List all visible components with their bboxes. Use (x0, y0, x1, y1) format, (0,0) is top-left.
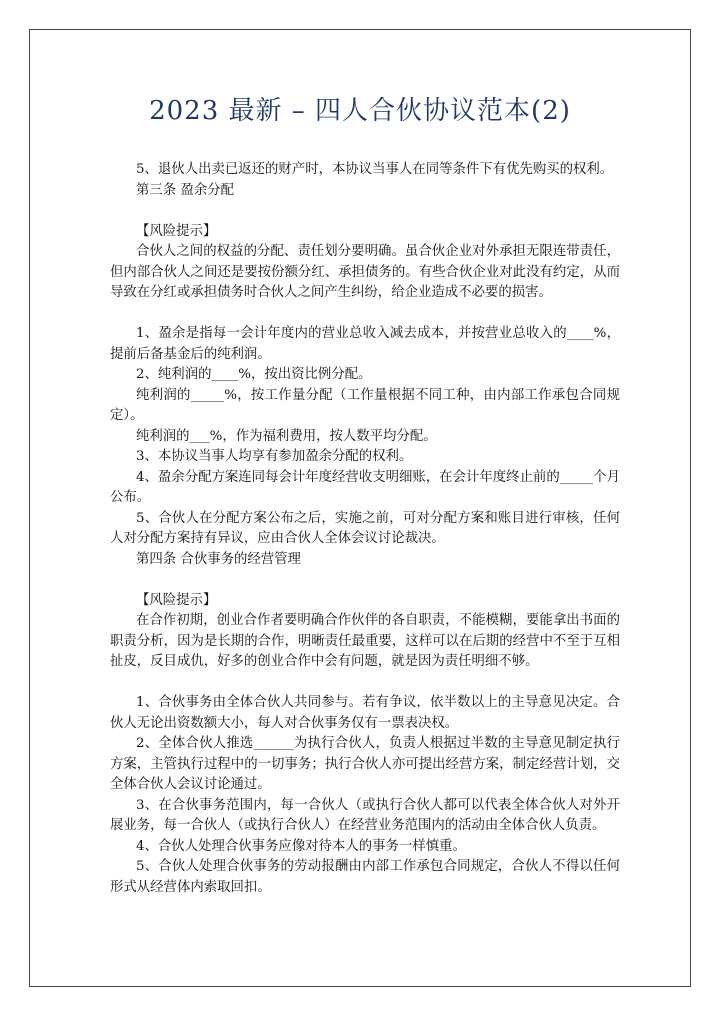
paragraph: 4、盈余分配方案连同每会计年度经营收支明细账，在会计年度终止前的_____个月公布。 (110, 469, 620, 505)
document-body (110, 160, 620, 898)
paragraph: 5、退伙人出卖已返还的财产时，本协议当事人在同等条件下有优先购买的权利。 (136, 162, 614, 177)
paragraph: 2、纯利润的____%，按出资比例分配。 (136, 367, 372, 382)
document-title: 2023 最新 – 四人合伙协议范本(2) (149, 96, 571, 126)
paragraph: 第三条 盈余分配 (136, 182, 234, 198)
paragraph: 5、合伙人在分配方案公布之后，实施之前，可对分配方案和账目进行审核，任何人对分配方案持有异议，应由合伙人全体会议讨论裁决。 (110, 510, 620, 546)
paragraph: 【风险提示】 (136, 223, 217, 239)
paragraph: 【风险提示】 (136, 592, 217, 608)
paragraph: 2、全体合伙人推选______为执行合伙人，负责人根据过半数的主导意见制定执行方案，主管执行过程中的一切事务；执行合伙人亦可提出经营方案，制定经营计划，交全体合伙人会议讨论通过。 (110, 736, 620, 792)
paragraph: 合伙人之间的权益的分配、责任划分要明确。虽合伙企业对外承担无限连带责任，但内部合伙人之间还是要按份额分红、承担债务的。有些合伙企业对此没有约定，从而导致在分红或承担债务时合伙人之间产生纠纷，给企业造成不必要的损害。 (110, 244, 620, 300)
blank-line (110, 201, 620, 222)
paragraph: 5、合伙人处理合伙事务的劳动报酬由内部工作承包合同规定，合伙人不得以任何形式从经营体内索取回扣。 (110, 859, 620, 895)
paragraph: 在合作初期，创业合作者要明确合作伙伴的各自职责，不能模糊，要能拿出书面的职责分析，因为是长期的合作，明晰责任最重要，这样可以在后期的经营中不至于互相扯皮，反目成仇，好多的创业合作中会有问题，就是因为责任明细不够。 (110, 613, 620, 669)
paragraph: 1、合伙事务由全体合伙人共同参与。若有争议，依半数以上的主导意见决定。合伙人无论出资数额大小，每人对合伙事务仅有一票表决权。 (110, 695, 620, 731)
paragraph: 4、合伙人处理合伙事务应像对待本人的事务一样慎重。 (136, 838, 466, 854)
blank-line (110, 304, 620, 325)
blank-line (110, 673, 620, 694)
paragraph: 3、在合伙事务范围内，每一合伙人（或执行合伙人都可以代表全体合伙人对外开展业务，每一合伙人（或执行合伙人）在经营业务范围内的活动由全体合伙人负责。 (110, 797, 620, 833)
paragraph: 1、盈余是指每一会计年度内的营业总收入减去成本，并按营业总收入的____%，提前后备基金后的纯利润。 (110, 326, 620, 362)
blank-line (110, 570, 620, 591)
paragraph: 3、本协议当事人均享有参加盈余分配的权利。 (136, 449, 413, 464)
paragraph: 纯利润的_____%，按工作量分配（工作量根据不同工种，由内部工作承包合同规定）。 (110, 387, 620, 423)
paragraph: 第四条 合伙事务的经营管理 (136, 551, 301, 567)
paragraph: 纯利润的___%，作为福利费用，按人数平均分配。 (136, 428, 437, 444)
